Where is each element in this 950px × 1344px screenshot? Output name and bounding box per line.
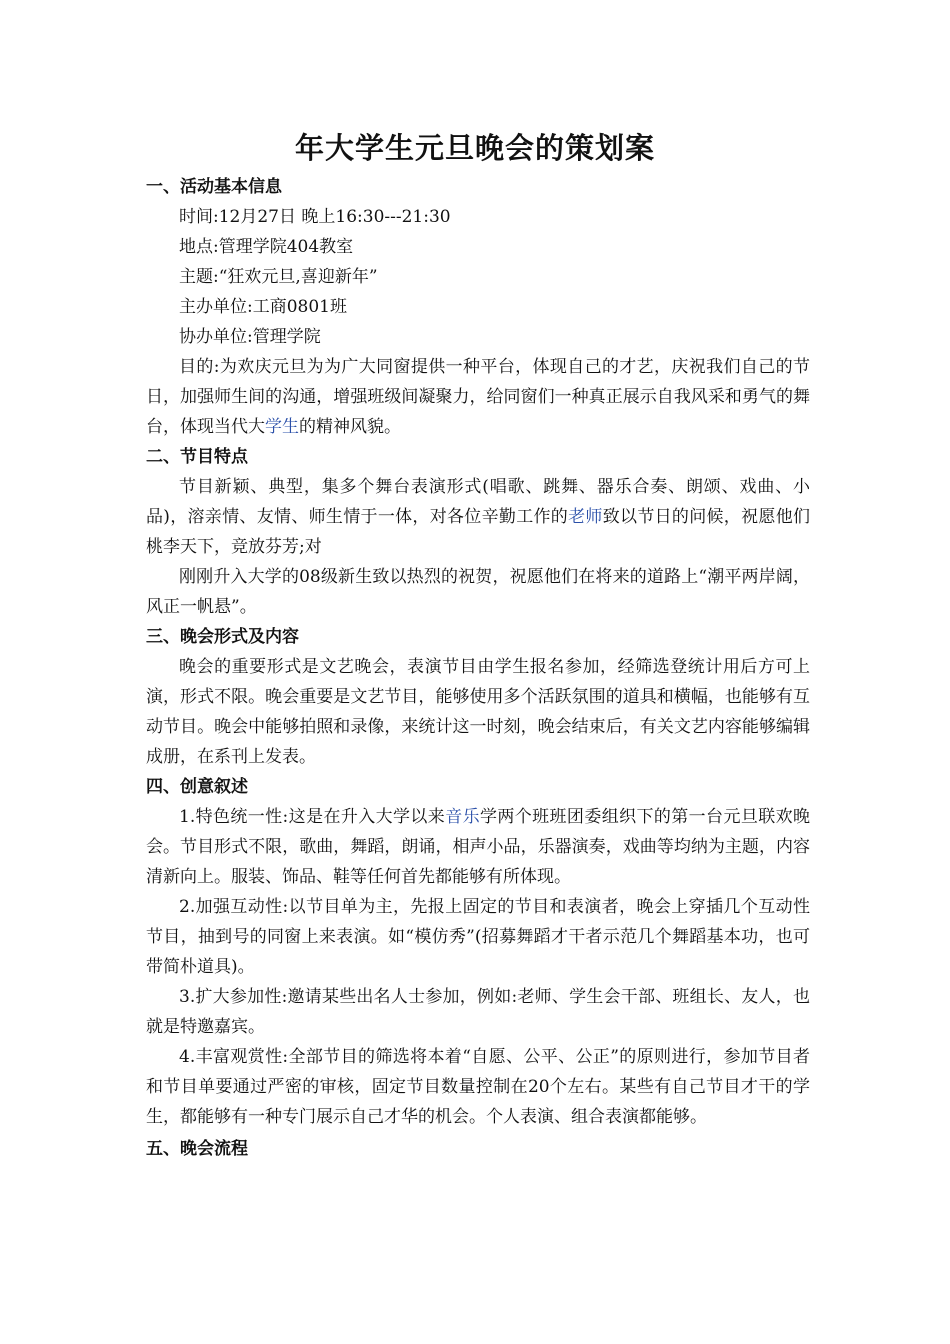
- purpose-text-b: 的精神风貌。: [299, 417, 401, 437]
- event-place: 地点:管理学院404教室: [179, 237, 354, 257]
- section-heading-creative: 四、创意叙述: [146, 777, 248, 797]
- features-paragraph-1: [146, 472, 810, 562]
- features-paragraph-2: 刚刚升入大学的08级新生致以热烈的祝贺，祝愿他们在将来的道路上“潮平两岸阔，风正一帆悬”。: [146, 567, 810, 617]
- event-host: 主办单位:工商0801班: [179, 297, 347, 317]
- section-heading-form-content: 三、晚会形式及内容: [146, 627, 299, 647]
- section-heading-basic-info: 一、活动基本信息: [146, 177, 282, 197]
- creative-text-a: 1.特色统一性:这是在升入大学以来: [179, 807, 446, 827]
- event-theme: 主题:“狂欢元旦,喜迎新年”: [179, 267, 378, 287]
- event-time: 时间:12月27日 晚上16:30---21:30: [179, 207, 451, 227]
- document-body: [146, 172, 810, 1164]
- features-text-b: 致以节日的问候，祝愿他们桃李天下，竞放芬芳;对: [146, 507, 811, 557]
- section-heading-flow: 五、晚会流程: [146, 1139, 248, 1159]
- event-purpose: [146, 352, 810, 442]
- form-content-paragraph: 晚会的重要形式是文艺晚会，表演节目由学生报名参加，经筛选登统计用后方可上演，形式不限。晚会重要是文艺节目，能够使用多个活跃氛围的道具和横幅，也能够有互动节目。晚会中能够拍照和录像，来统计这一时刻，晚会结束后，有关文艺内容能够编辑成册，在系刊上发表。: [146, 657, 810, 767]
- creative-paragraph-4: 4.丰富观赏性:全部节目的筛选将本着“自愿、公平、公正”的原则进行，参加节目者和节目单要通过严密的审核，固定节目数量控制在20个左右。某些有自己节目才干的学生，都能够有一种专门展示自己才华的机会。个人表演、组合表演都能够。: [146, 1047, 810, 1127]
- purpose-text-a: 目的:为欢庆元旦为为广大同窗提供一种平台，体现自己的才艺，庆祝我们自己的节日，加强师生间的沟通，增强班级间凝聚力，给同窗们一种真正展示自我风采和勇气的舞台，体现当代大: [146, 357, 810, 437]
- creative-paragraph-1: [146, 802, 810, 892]
- document-title: 年大学生元旦晚会的策划案: [294, 131, 655, 165]
- event-cohost: 协办单位:管理学院: [179, 327, 321, 347]
- creative-paragraph-2: 2.加强互动性:以节目单为主，先报上固定的节目和表演者，晚会上穿插几个互动性节目，抽到号的同窗上来表演。如“模仿秀”(招募舞蹈才干者示范几个舞蹈基本功，也可带简朴道具)。: [146, 897, 810, 977]
- music-link[interactable]: 音乐: [445, 807, 480, 827]
- creative-text-b: 学两个班班团委组织下的第一台元旦联欢晚会。节目形式不限，歌曲，舞蹈，朗诵，相声小品，乐器演奏，戏曲等均纳为主题，内容清新向上。服装、饰品、鞋等任何首先都能够有所体现。: [146, 807, 811, 887]
- student-link[interactable]: 学生: [265, 417, 299, 437]
- section-heading-program-features: 二、节目特点: [146, 447, 248, 467]
- features-text-a: 节目新颖、典型，集多个舞台表演形式(唱歌、跳舞、器乐合奏、朗颂、戏曲、小品)，溶亲情、友情、师生情于一体，对各位辛勤工作的: [146, 477, 810, 527]
- teacher-link[interactable]: 老师: [568, 507, 603, 527]
- creative-paragraph-3: 3.扩大参加性:邀请某些出名人士参加，例如:老师、学生会干部、班组长、友人，也就是特邀嘉宾。: [146, 987, 810, 1037]
